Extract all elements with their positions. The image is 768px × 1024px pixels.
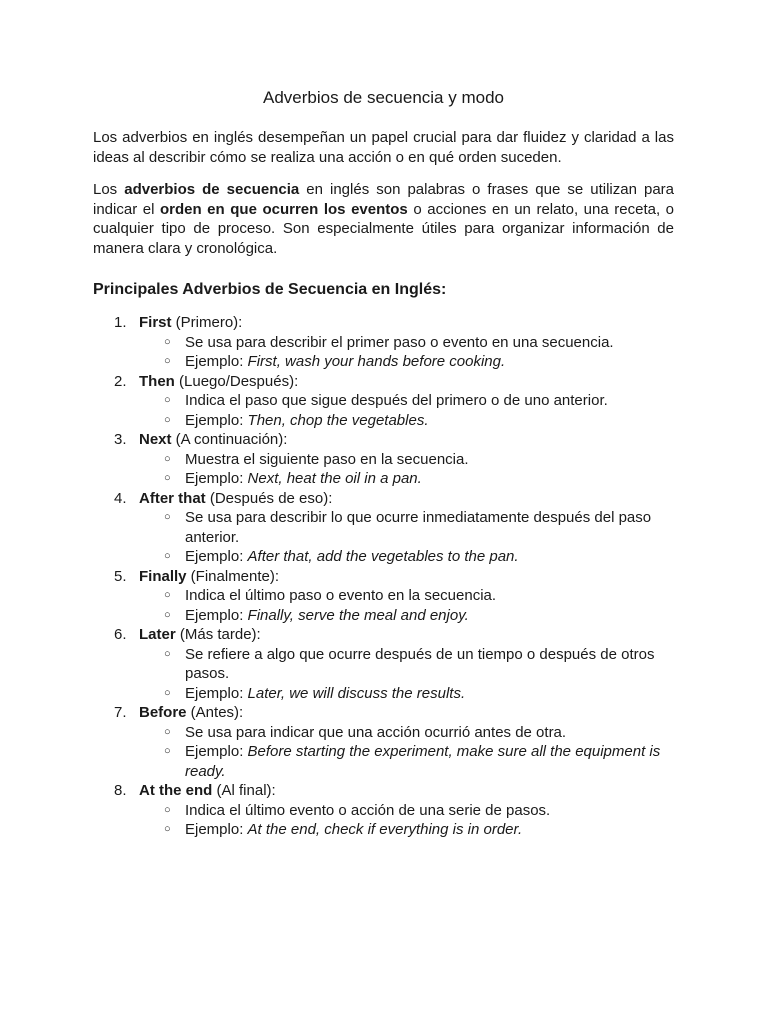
description-line <box>164 723 674 743</box>
example-prefix: Ejemplo: <box>185 743 248 760</box>
adverb-details <box>139 391 674 430</box>
example-line <box>164 820 674 840</box>
adverb-gloss: (Más tarde): <box>175 626 261 643</box>
hollow-circle-bullet-icon: ○ <box>164 725 171 738</box>
adverb-details <box>139 450 674 489</box>
hollow-circle-bullet-icon: ○ <box>164 335 171 348</box>
description-line <box>164 333 674 353</box>
hollow-circle-bullet-icon: ○ <box>164 394 171 406</box>
hollow-circle-bullet-icon: ○ <box>164 803 171 816</box>
section-heading: Principales Adverbios de Secuencia en Inglés: <box>93 281 447 298</box>
example-prefix: Ejemplo: <box>185 684 248 702</box>
adverb-item <box>93 625 674 703</box>
intro-paragraph: Los adverbios en inglés desempeñan un papel crucial para dar fluidez y claridad a las ideas al describir cómo se realiza una acción o en qué orden suceden. <box>93 129 674 166</box>
example-text: Next, heat the oil in a pan. <box>247 470 422 487</box>
definition-text: Los <box>93 181 125 198</box>
example-text: Finally, serve the meal and enjoy. <box>247 606 469 624</box>
adverb-term: Later <box>139 626 176 643</box>
adverb-term: Before <box>139 704 187 721</box>
hollow-circle-bullet-icon: ○ <box>164 472 171 484</box>
example-line <box>164 547 674 567</box>
hollow-circle-bullet-icon: ○ <box>164 686 171 699</box>
description-text: Se usa para indicar que una acción ocurrió antes de otra. <box>185 723 567 741</box>
adverb-item <box>93 489 674 567</box>
hollow-circle-bullet-icon: ○ <box>164 823 171 835</box>
adverb-term: Then <box>139 372 175 390</box>
adverb-gloss: (Después de eso): <box>205 489 333 507</box>
example-prefix: Ejemplo: <box>185 548 248 565</box>
description-text: Indica el último paso o evento en la secuencia. <box>185 587 497 604</box>
document-title: Adverbios de secuencia y modo <box>263 88 504 107</box>
hollow-circle-bullet-icon: ○ <box>164 608 171 621</box>
adverb-details <box>139 508 674 567</box>
adverb-gloss: (Primero): <box>171 314 243 331</box>
description-text: Muestra el siguiente paso en la secuencia. <box>185 450 469 468</box>
description-line <box>164 508 674 547</box>
example-prefix: Ejemplo: <box>185 353 248 370</box>
adverb-list <box>93 313 674 840</box>
description-line <box>164 801 674 821</box>
adverb-details <box>139 586 674 625</box>
definition-paragraph <box>93 180 674 258</box>
hollow-circle-bullet-icon: ○ <box>164 413 171 426</box>
adverb-gloss: (Luego/Después): <box>174 372 299 390</box>
example-line <box>164 684 674 704</box>
item-number: 3. <box>114 431 127 448</box>
adverb-item <box>93 567 674 626</box>
adverb-gloss: (A continuación): <box>171 431 288 448</box>
example-prefix: Ejemplo: <box>185 470 248 487</box>
item-number: 7. <box>114 704 127 721</box>
description-text: Se refiere a algo que ocurre después de un tiempo o después de otros pasos. <box>185 645 655 682</box>
adverb-item <box>93 703 674 781</box>
description-line <box>164 450 674 470</box>
adverb-item <box>93 430 674 489</box>
adverb-gloss: (Al final): <box>212 782 276 799</box>
description-text: Indica el paso que sigue después del primero o de uno anterior. <box>185 392 608 409</box>
adverb-details <box>139 723 674 782</box>
adverb-item <box>93 781 674 840</box>
item-number: 4. <box>114 489 127 507</box>
definition-bold-phrase: orden en que ocurren los eventos <box>159 200 408 218</box>
adverb-term: Finally <box>139 567 187 585</box>
item-number: 1. <box>114 314 127 331</box>
adverb-term: First <box>139 314 172 331</box>
example-prefix: Ejemplo: <box>185 411 248 429</box>
example-line <box>164 742 674 781</box>
item-number: 5. <box>114 567 127 585</box>
item-number: 2. <box>114 372 127 390</box>
adverb-gloss: (Finalmente): <box>186 567 280 585</box>
adverb-details <box>139 645 674 704</box>
description-line <box>164 645 674 684</box>
adverb-details <box>139 801 674 840</box>
adverb-item <box>93 313 674 372</box>
description-text: Se usa para describir lo que ocurre inmediatamente después del paso anterior. <box>185 509 652 546</box>
example-text: At the end, check if everything is in order. <box>247 821 523 838</box>
hollow-circle-bullet-icon: ○ <box>164 647 171 660</box>
example-line <box>164 411 674 431</box>
hollow-circle-bullet-icon: ○ <box>164 745 171 757</box>
example-text: Before starting the experiment, make sure all the equipment is ready. <box>185 743 661 780</box>
hollow-circle-bullet-icon: ○ <box>164 452 171 465</box>
example-line <box>164 352 674 372</box>
example-text: Then, chop the vegetables. <box>247 411 429 429</box>
adverb-item <box>93 372 674 431</box>
example-text: First, wash your hands before cooking. <box>247 353 506 370</box>
adverb-details <box>139 333 674 372</box>
item-number: 8. <box>114 782 127 799</box>
adverb-term: At the end <box>139 782 213 799</box>
hollow-circle-bullet-icon: ○ <box>164 511 171 523</box>
adverb-term: Next <box>139 431 172 448</box>
example-prefix: Ejemplo: <box>185 606 248 624</box>
description-line <box>164 391 674 411</box>
description-line <box>164 586 674 606</box>
definition-text: o acciones en un relato, una receta, o cualquier tipo de proceso. Son especialmente útiles para organizar información de manera clara y cronológica. <box>93 200 675 257</box>
definition-text: en inglés son palabras o frases que se utilizan para indicar el <box>93 181 674 218</box>
description-text: Se usa para describir el primer paso o evento en una secuencia. <box>185 333 614 351</box>
item-number: 6. <box>114 626 127 643</box>
example-text: Later, we will discuss the results. <box>247 684 466 702</box>
adverb-gloss: (Antes): <box>186 704 244 721</box>
hollow-circle-bullet-icon: ○ <box>164 589 171 601</box>
example-line <box>164 606 674 626</box>
hollow-circle-bullet-icon: ○ <box>164 550 171 562</box>
hollow-circle-bullet-icon: ○ <box>164 355 171 367</box>
adverb-term: After that <box>139 489 206 507</box>
definition-bold-term: adverbios de secuencia <box>124 181 300 198</box>
example-text: After that, add the vegetables to the pan. <box>247 548 519 565</box>
example-line <box>164 469 674 489</box>
description-text: Indica el último evento o acción de una serie de pasos. <box>185 801 551 819</box>
example-prefix: Ejemplo: <box>185 821 248 838</box>
